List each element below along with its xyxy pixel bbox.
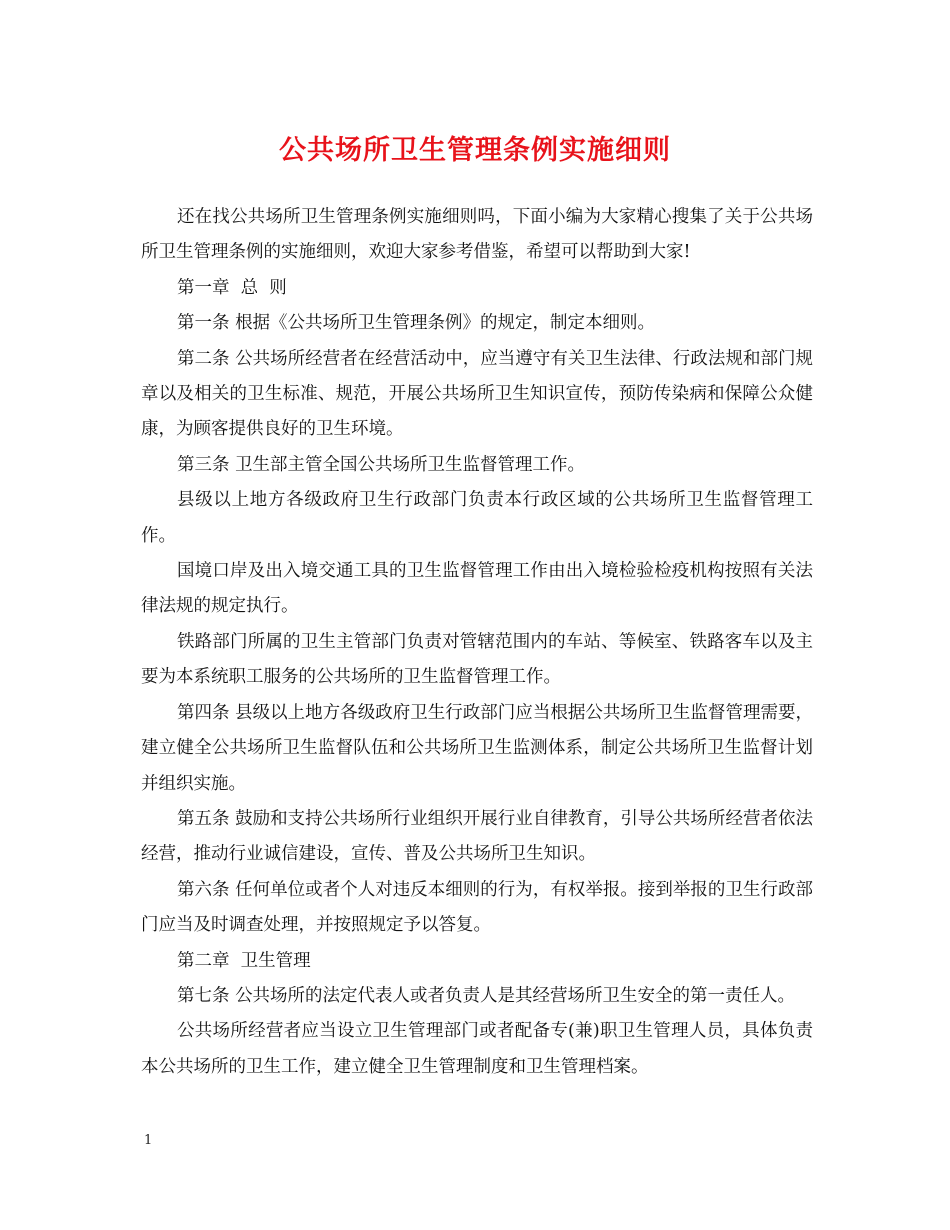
article-6: 第六条 任何单位或者个人对违反本细则的行为，有权举报。接到举报的卫生行政部门应当及时调查处理，并按照规定予以答复。 bbox=[141, 879, 813, 936]
article-5: 第五条 鼓励和支持公共场所行业组织开展行业自律教育，引导公共场所经营者依法经营，推动行业诚信建设，宣传、普及公共场所卫生知识。 bbox=[141, 808, 813, 865]
page-number: 1 bbox=[144, 1133, 153, 1148]
chapter-heading-2: 第二章 卫生管理 bbox=[177, 950, 311, 971]
document-body bbox=[141, 200, 813, 1085]
chapter-heading-1: 第一章 总 则 bbox=[177, 277, 287, 298]
article-3-clause-4: 铁路部门所属的卫生主管部门负责对管辖范围内的车站、等候室、铁路客车以及主要为本系统职工服务的公共场所的卫生监督管理工作。 bbox=[141, 631, 813, 688]
article-3: 第三条 卫生部主管全国公共场所卫生监督管理工作。 bbox=[177, 454, 586, 475]
page-title: 公共场所卫生管理条例实施细则 bbox=[279, 135, 671, 166]
article-3-clause-2: 县级以上地方各级政府卫生行政部门负责本行政区域的公共场所卫生监督管理工作。 bbox=[141, 490, 813, 546]
paragraph-intro: 还在找公共场所卫生管理条例实施细则吗，下面小编为大家精心搜集了关于公共场所卫生管理条例的实施细则，欢迎大家参考借鉴，希望可以帮助到大家! bbox=[141, 207, 813, 263]
article-2: 第二条 公共场所经营者在经营活动中，应当遵守有关卫生法律、行政法规和部门规章以及相关的卫生标准、规范，开展公共场所卫生知识宣传，预防传染病和保障公众健康，为顾客提供良好的卫生环境。 bbox=[141, 348, 813, 440]
article-4: 第四条 县级以上地方各级政府卫生行政部门应当根据公共场所卫生监督管理需要，建立健全公共场所卫生监督队伍和公共场所卫生监测体系，制定公共场所卫生监督计划并组织实施。 bbox=[141, 702, 813, 794]
article-3-clause-3: 国境口岸及出入境交通工具的卫生监督管理工作由出入境检验检疫机构按照有关法律法规的规定执行。 bbox=[141, 561, 813, 617]
article-1: 第一条 根据《公共场所卫生管理条例》的规定，制定本细则。 bbox=[177, 313, 656, 334]
article-7: 第七条 公共场所的法定代表人或者负责人是其经营场所卫生安全的第一责任人。 bbox=[177, 985, 796, 1006]
article-7-clause-2: 公共场所经营者应当设立卫生管理部门或者配备专(兼)职卫生管理人员，具体负责本公共场所的卫生工作，建立健全卫生管理制度和卫生管理档案。 bbox=[141, 1021, 813, 1077]
